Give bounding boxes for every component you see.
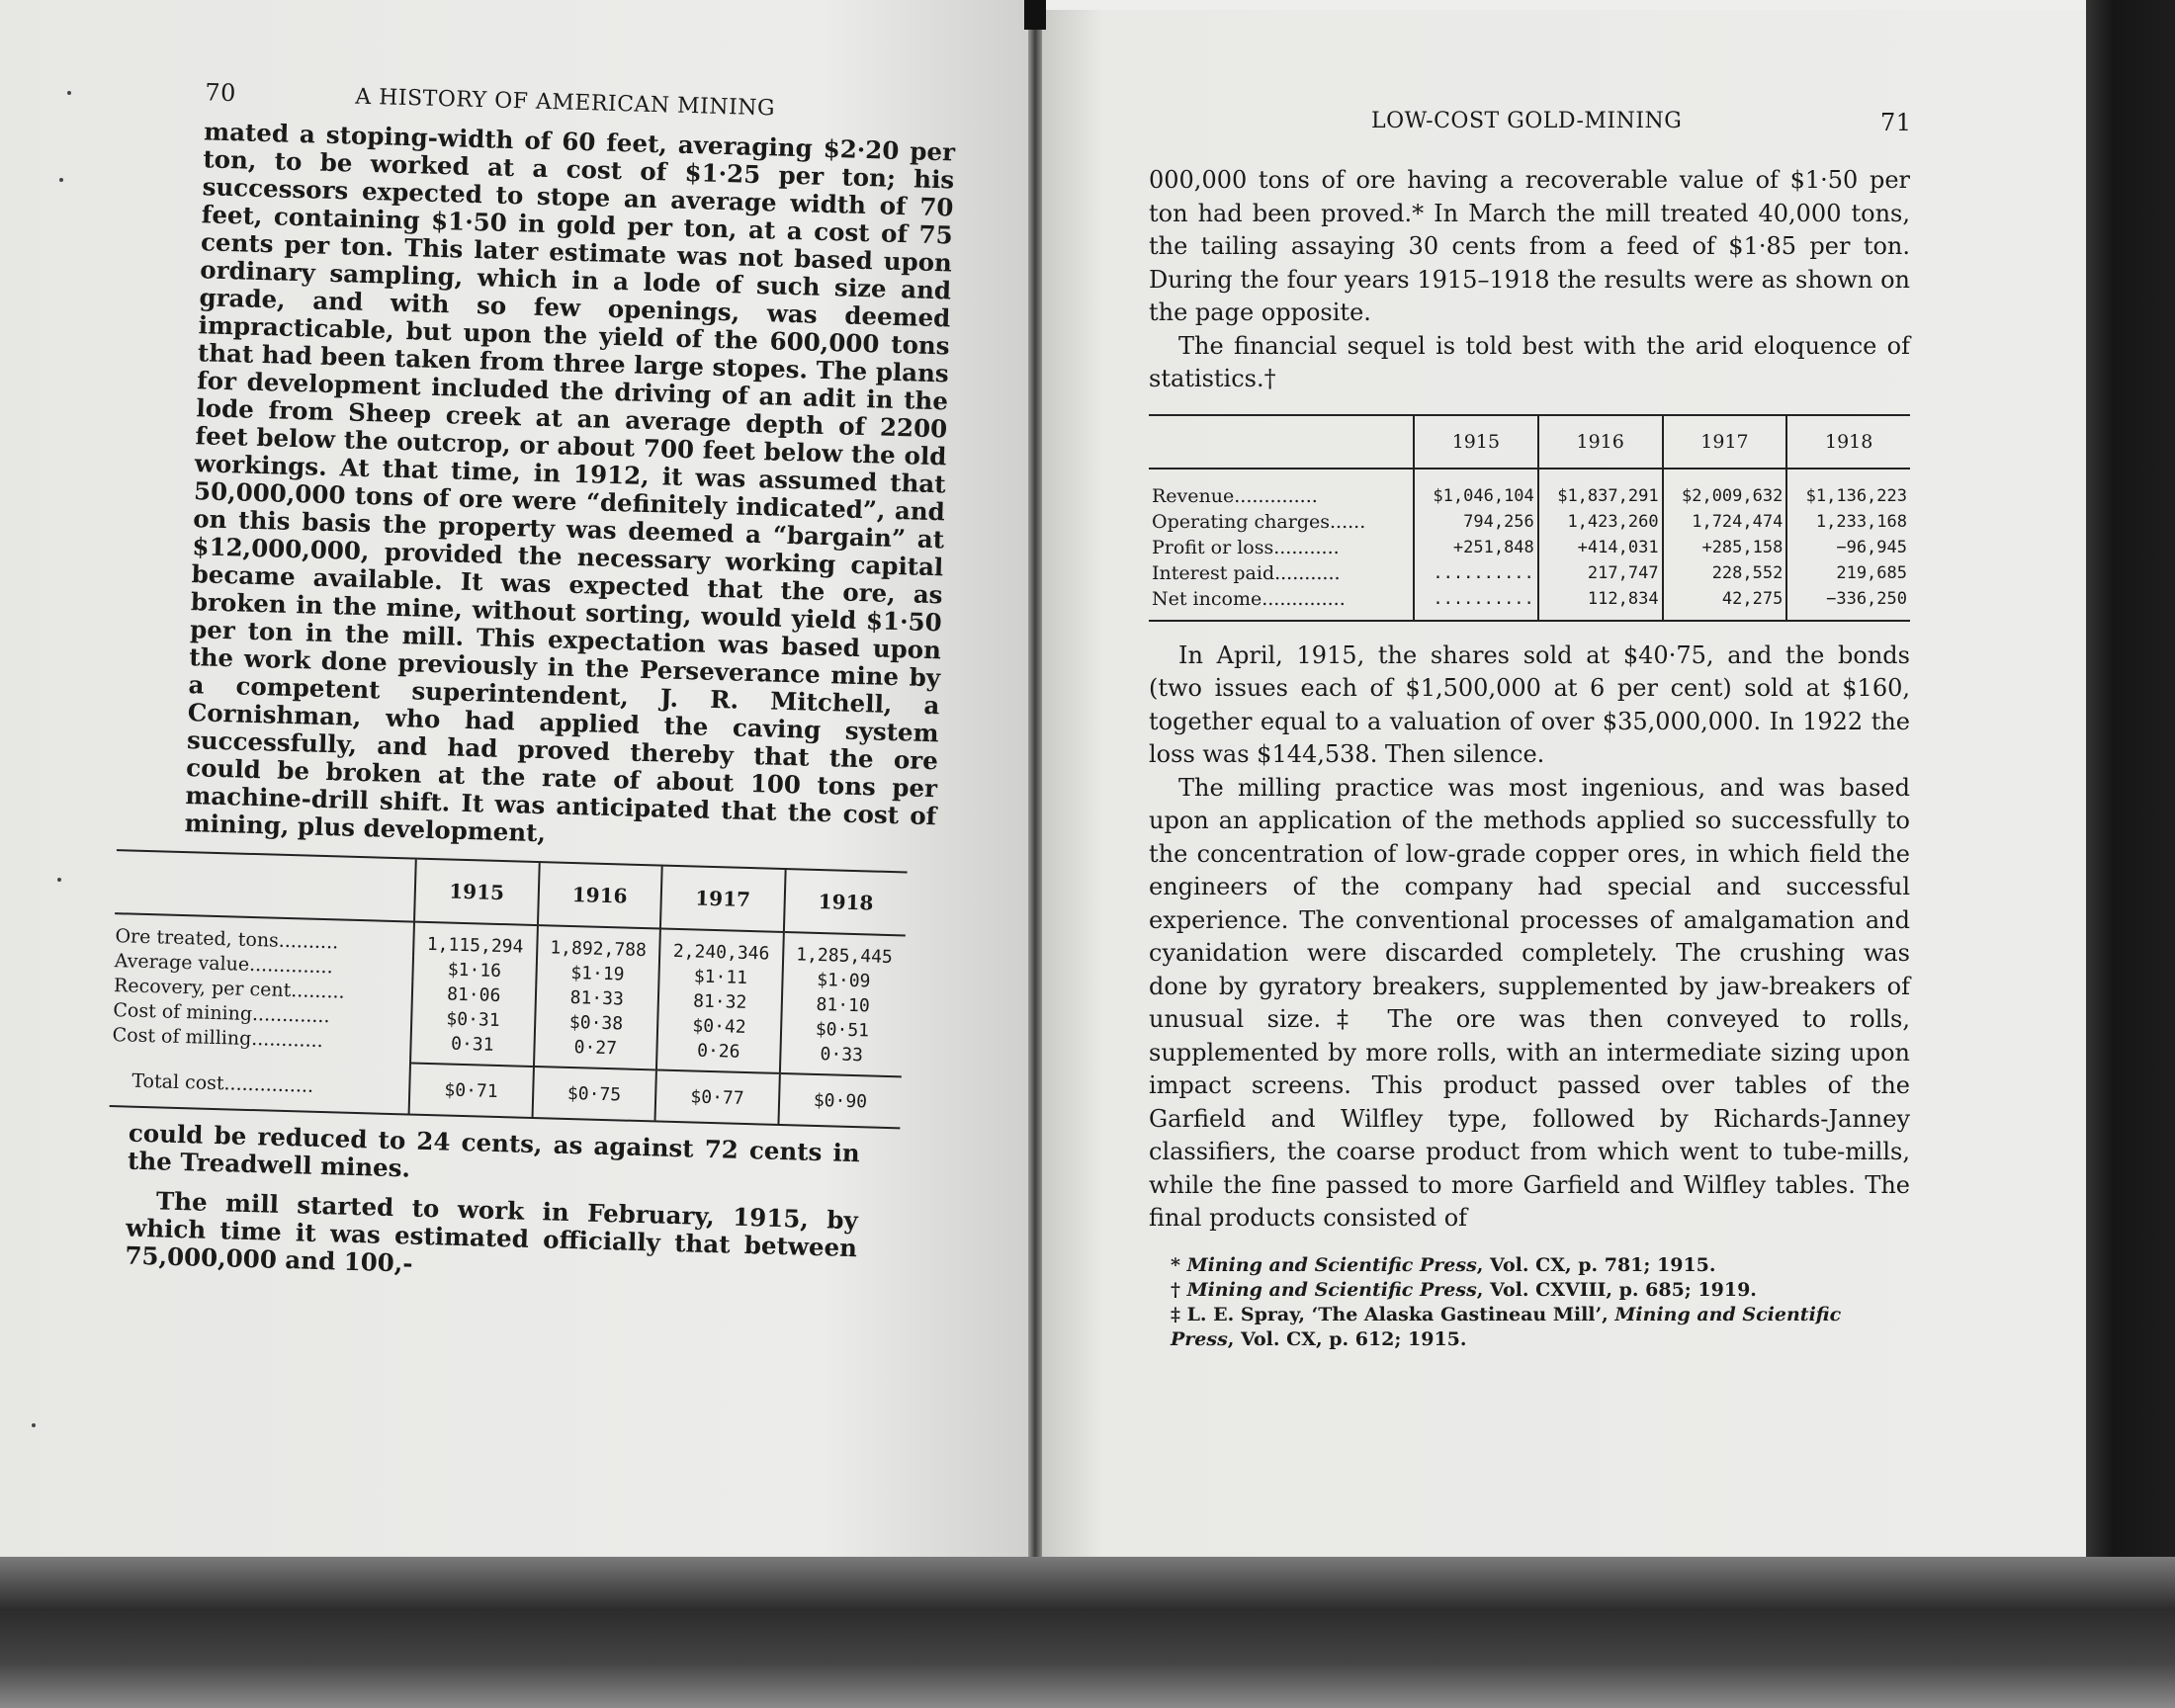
row-label: Revenue.............. — [1152, 484, 1318, 507]
page-number: 71 — [1880, 109, 1912, 136]
table-cell: $0·71 — [409, 1064, 534, 1117]
footnotes — [1149, 1253, 1910, 1352]
table-row — [1149, 560, 1910, 586]
table-header-year: 1917 — [1663, 416, 1787, 469]
footnote-citation: , Vol. CXVIII, p. 685; 1919. — [1476, 1278, 1757, 1301]
table-cell: $0·38 — [534, 1009, 657, 1037]
left-page-content — [112, 69, 956, 1292]
table-cell: $1·16 — [412, 957, 536, 984]
footnote-mark: † — [1171, 1278, 1187, 1301]
table-cell: .......... — [1414, 560, 1538, 586]
table-cell: 1,892,788 — [537, 925, 660, 963]
paragraph: 000,000 tons of ore having a recoverable value of $1·50 per ton had been proved.* In March the mill treated 40,000 tons, the tailing assaying 30 cents from a feed of $1·85 per ton. During the four years 1915–1918 the results were as shown on the page opposite. — [1149, 166, 1910, 326]
table-header-year: 1918 — [784, 870, 908, 935]
running-head-title: LOW-COST GOLD-MINING — [1371, 109, 1683, 133]
scanner-bottom-shadow — [0, 1557, 2175, 1708]
table-cell: 1,285,445 — [783, 932, 906, 970]
table-cell: 794,256 — [1414, 509, 1538, 535]
scan-speck — [67, 91, 71, 95]
table-cell: $0·31 — [411, 1006, 535, 1034]
row-label: Ore treated, tons.......... — [115, 924, 339, 953]
right-running-head — [1149, 109, 1910, 164]
table-cell: 228,552 — [1663, 560, 1787, 586]
scanner-edge — [2086, 0, 2175, 1708]
table-header-year: 1916 — [538, 863, 662, 928]
table-cell: $1·09 — [782, 967, 905, 994]
paragraph: The mill started to work in February, 1915, by which time it was estimated officially that between 75,000,000 and 100,- — [125, 1186, 859, 1278]
table-cell: $0·42 — [657, 1012, 781, 1040]
table-cell: 112,834 — [1538, 586, 1663, 620]
row-label: Operating charges...... — [1152, 510, 1366, 533]
table-cell: 81·33 — [535, 984, 658, 1012]
running-head-title: A HISTORY OF AMERICAN MINING — [354, 84, 776, 122]
table-row — [1149, 469, 1910, 509]
footnote-citation: , Vol. CX, p. 612; 1915. — [1227, 1327, 1467, 1350]
footnote — [1149, 1303, 1910, 1352]
table-cell: −96,945 — [1786, 535, 1910, 560]
right-page-content — [1149, 109, 1910, 1352]
table-cell: 81·10 — [781, 991, 904, 1019]
table-cell: +285,158 — [1663, 535, 1787, 560]
scan-speck — [32, 1423, 36, 1427]
financial-table-frame — [1149, 414, 1910, 622]
paragraph: mated a stoping-width of 60 feet, averaging $2·20 per ton, to be worked at a cost of $1·25 per ton; his successors expected to stope an average width of 70 feet, containing $1·50 in gold per ton, at a cost of 75 cents per ton. This later estimate was not based upon ordinary sampling, which in a lode of such size and grade, and with so few openings, was deemed impracticable, but upon the yield of the 600,000 tons that had been taken from three large stopes. The plans for development included the driving of an adit in the lode from Sheep creek at an average depth of 2200 feet below the outcrop, or about 700 feet below the old workings. At that time, in 1912, it was assumed that 50,000,000 tons of ore were “definitely indicated”, and on this basis the property was deemed a “bargain” at $12,000,000, provided the necessary working capital became available. It was expected that the ore, as broken in the mine, without sorting, would yield $1·50 per ton in the mill. This expectation was based upon the work done previously in the Perseverance mine by a competent superintendent, J. R. Mitchell, a Cornishman, who had applied the caving system successfully, and had proved thereby that the ore could be broken at the rate of about 100 tons per machine-drill shift. It was anticipated that the cost of mining, plus development, — [184, 117, 956, 848]
paragraph: The financial sequel is told best with the arid eloquence of statistics.† — [1149, 331, 1910, 392]
table-cell: 0·26 — [656, 1037, 780, 1072]
scan-speck — [59, 178, 63, 182]
table-cell: $1,837,291 — [1538, 469, 1663, 509]
table-cell: 81·32 — [658, 988, 782, 1016]
spine-shadow — [1024, 0, 1046, 30]
footnote-citation: , Vol. CX, p. 781; 1915. — [1476, 1253, 1716, 1276]
paragraph: could be reduced to 24 cents, as against 72 cents in the Treadwell mines. — [127, 1118, 861, 1183]
table-cell: +251,848 — [1414, 535, 1538, 560]
table-cell: $1,136,223 — [1786, 469, 1910, 509]
table-cell: $0·51 — [780, 1016, 903, 1044]
table-header-year: 1916 — [1538, 416, 1663, 469]
table-cell: 217,747 — [1538, 560, 1663, 586]
table-row — [1149, 509, 1910, 535]
table-cell: 1,423,260 — [1538, 509, 1663, 535]
financial-results-table — [1149, 416, 1910, 620]
table-cell: 219,685 — [1786, 560, 1910, 586]
ore-table-frame — [110, 849, 908, 1129]
table-header-year: 1918 — [1786, 416, 1910, 469]
footnote-mark: * — [1171, 1253, 1187, 1276]
footnote-author: L. E. Spray, ‘The Alaska Gastineau Mill’, — [1186, 1303, 1615, 1325]
footnote — [1149, 1278, 1910, 1303]
table-cell: $1,046,104 — [1414, 469, 1538, 509]
row-label: Total cost............... — [131, 1069, 314, 1097]
row-label: Profit or loss........... — [1152, 536, 1340, 558]
table-cell: $0·75 — [532, 1067, 656, 1120]
table-cell: 0·27 — [534, 1034, 657, 1069]
footnote-source: Mining and Scientific Press — [1171, 1303, 1842, 1350]
page-number: 70 — [204, 78, 237, 108]
footnote-source: Mining and Scientific Press — [1186, 1278, 1477, 1301]
footnote-source: Mining and Scientific Press — [1186, 1253, 1477, 1276]
table-cell: +414,031 — [1538, 535, 1663, 560]
book-gutter — [1028, 0, 1042, 1572]
table-header-row — [1149, 416, 1910, 469]
table-header-year: 1915 — [414, 860, 539, 925]
table-cell: 81·06 — [412, 982, 536, 1009]
table-cell: $0·90 — [778, 1073, 902, 1127]
table-row — [1149, 535, 1910, 560]
ore-treatment-table — [110, 851, 908, 1127]
row-label: Interest paid........... — [1152, 561, 1341, 584]
table-cell: 0·33 — [780, 1041, 903, 1076]
table-cell: $2,009,632 — [1663, 469, 1787, 509]
paragraph: In April, 1915, the shares sold at $40·75, and the bonds (two issues each of $1,500,000 at 6 per cent) sold at $160, together equal to a valuation of over $35,000,000. In 1922 the loss was $144,538. Then silence. — [1149, 640, 1910, 768]
row-label: Net income.............. — [1152, 587, 1346, 610]
table-cell: 1,724,474 — [1663, 509, 1787, 535]
table-header-year: 1915 — [1414, 416, 1538, 469]
table-cell: −336,250 — [1786, 586, 1910, 620]
footnote — [1149, 1253, 1910, 1278]
scan-speck — [57, 878, 61, 882]
table-header-year: 1917 — [660, 867, 785, 932]
paragraph: The milling practice was most ingenious, and was based upon an application of the methods applied so successfully to the concentration of low-grade copper ores, in which field the engineers of the company had special and successful experience. The conventional processes of amalgamation and cyanidation were discarded completely. The crushing was done by gyratory breakers, supplemented by jaw-breakers of unusual size.‡ The ore was then conveyed to rolls, supplemented by more rolls, with an intermediate sizing upon impact screens. This product passed over tables of the Garfield and Wilfley type, followed by Richards-Janney classifiers, the coarse product from which went to tube-mills, while the fine passed to more Garfield and Wilfley tables. The final products consisted of — [1149, 773, 1910, 1232]
table-cell: .......... — [1414, 586, 1538, 620]
row-label: Cost of mining............. — [113, 998, 330, 1027]
table-header-blank — [115, 851, 416, 921]
table-row — [1149, 586, 1910, 620]
table-cell: $0·77 — [655, 1069, 780, 1123]
table-cell: 42,275 — [1663, 586, 1787, 620]
table-cell: 2,240,346 — [659, 929, 783, 967]
row-label: Recovery, per cent......... — [113, 974, 345, 1003]
table-cell: $1·11 — [658, 964, 782, 991]
table-cell: 0·31 — [410, 1031, 534, 1067]
row-label: Average value.............. — [114, 949, 333, 978]
table-cell: 1,233,168 — [1786, 509, 1910, 535]
table-cell: $1·19 — [536, 960, 659, 987]
footnote-mark: ‡ — [1171, 1303, 1187, 1325]
table-header-blank — [1149, 416, 1414, 469]
table-cell: 1,115,294 — [413, 922, 537, 960]
row-label: Cost of milling............ — [112, 1024, 324, 1053]
